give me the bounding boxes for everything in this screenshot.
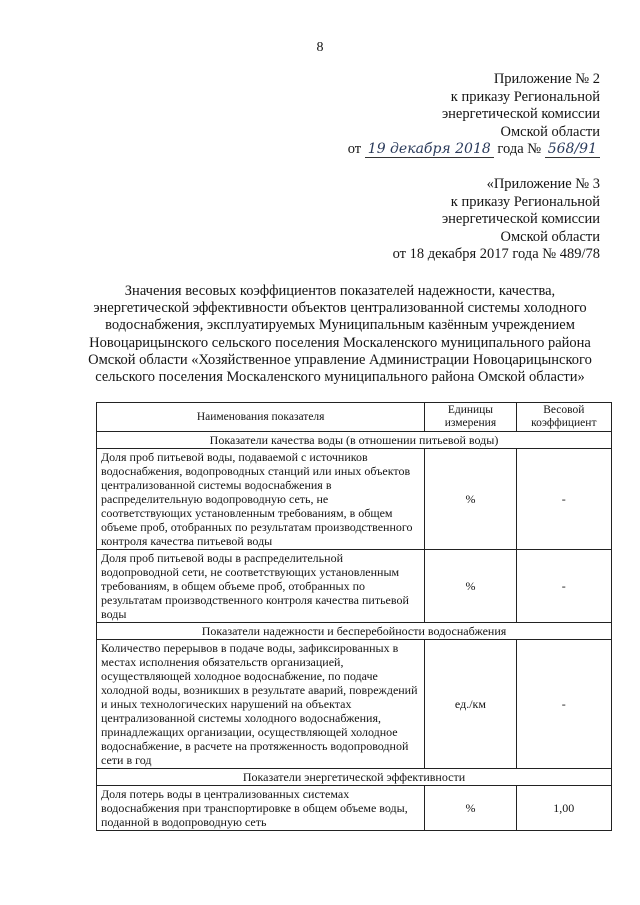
number-prefix: года № bbox=[497, 141, 542, 157]
appendix-3-line: Омской области bbox=[500, 228, 600, 245]
handwritten-date: 19 декабря 2018 bbox=[365, 142, 494, 158]
date-prefix: от bbox=[347, 141, 362, 157]
indicator-weight: - bbox=[516, 449, 611, 550]
indicator-weight: - bbox=[516, 640, 611, 769]
header-unit: Единицы измерения bbox=[425, 403, 516, 432]
indicator-weight: - bbox=[516, 550, 611, 623]
indicator-unit: % bbox=[425, 786, 516, 831]
indicator-name: Доля проб питьевой воды в распределительной водопроводной сети, не соответствующих установленным требованиям, в общем объеме проб, отобранных по результатам производственного контроля качества питьевой воды bbox=[97, 550, 425, 623]
section-title: Показатели энергетической эффективности bbox=[97, 769, 612, 786]
indicator-weight: 1,00 bbox=[516, 786, 611, 831]
indicator-name: Доля проб питьевой воды, подаваемой с источников водоснабжения, водопроводных станций или иных объектов централизованной системы водоснабжения в распределительную водопроводную сеть, не соответствующих установленным требованиям, в общем объеме проб, отобранных по результатам производственного контроля качества питьевой воды bbox=[97, 449, 425, 550]
appendix-2-date-line bbox=[348, 141, 600, 159]
indicator-unit: % bbox=[425, 550, 516, 623]
section-title: Показатели надежности и бесперебойности водоснабжения bbox=[97, 623, 612, 640]
indicator-name: Доля потерь воды в централизованных системах водоснабжения при транспортировке в общем объеме воды, поданной в водопроводную сеть bbox=[97, 786, 425, 831]
handwritten-number: 568/91 bbox=[545, 142, 600, 158]
appendix-3-block bbox=[393, 176, 600, 264]
section-row bbox=[97, 769, 612, 786]
section-row bbox=[97, 623, 612, 640]
indicators-table bbox=[96, 402, 612, 831]
appendix-2-line: Омской области bbox=[500, 123, 600, 140]
header-weight: Весовой коэффициент bbox=[516, 403, 611, 432]
section-row bbox=[97, 432, 612, 449]
appendix-3-line: к приказу Региональной bbox=[450, 193, 600, 210]
table-row bbox=[97, 786, 612, 831]
section-title: Показатели качества воды (в отношении питьевой воды) bbox=[97, 432, 612, 449]
table-row bbox=[97, 550, 612, 623]
appendix-3-line: «Приложение № 3 bbox=[486, 176, 600, 192]
table-row bbox=[97, 640, 612, 769]
page-number: 8 bbox=[316, 40, 324, 55]
appendix-2-line: энергетической комиссии bbox=[441, 106, 600, 122]
appendix-2-block bbox=[348, 71, 600, 159]
document-title: Значения весовых коэффициентов показателей надежности, качества, энергетической эффективности объектов централизованной системы холодного водоснабжения, эксплуатируемых Муниципальным казённым учреждением Новоцарицынского сельского поселения Москаленского муниципального района Омской области «Хозяйственное управление Администрации Новоцарицынского сельского поселения Москаленского муниципального района Омской области» bbox=[88, 283, 592, 386]
indicator-unit: % bbox=[425, 449, 516, 550]
table-header-row bbox=[97, 403, 612, 432]
header-indicator-name: Наименования показателя bbox=[97, 403, 425, 432]
appendix-3-line: энергетической комиссии bbox=[441, 211, 600, 227]
appendix-3-line: от 18 декабря 2017 года № 489/78 bbox=[392, 246, 600, 262]
appendix-2-line: к приказу Региональной bbox=[450, 88, 600, 105]
table-row bbox=[97, 449, 612, 550]
indicator-name: Количество перерывов в подаче воды, зафиксированных в местах исполнения обязательств организацией, осуществляющей холодное водоснабжение, по подаче холодной воды, возникших в результате аварий, повреждений и иных технологических нарушений на объектах централизованной системы холодного водоснабжения, принадлежащих организации, осуществляющей холодное водоснабжение, в расчете на протяженность водопроводной сети в год bbox=[97, 640, 425, 769]
appendix-2-line: Приложение № 2 bbox=[493, 71, 600, 87]
indicator-unit: ед./км bbox=[425, 640, 516, 769]
